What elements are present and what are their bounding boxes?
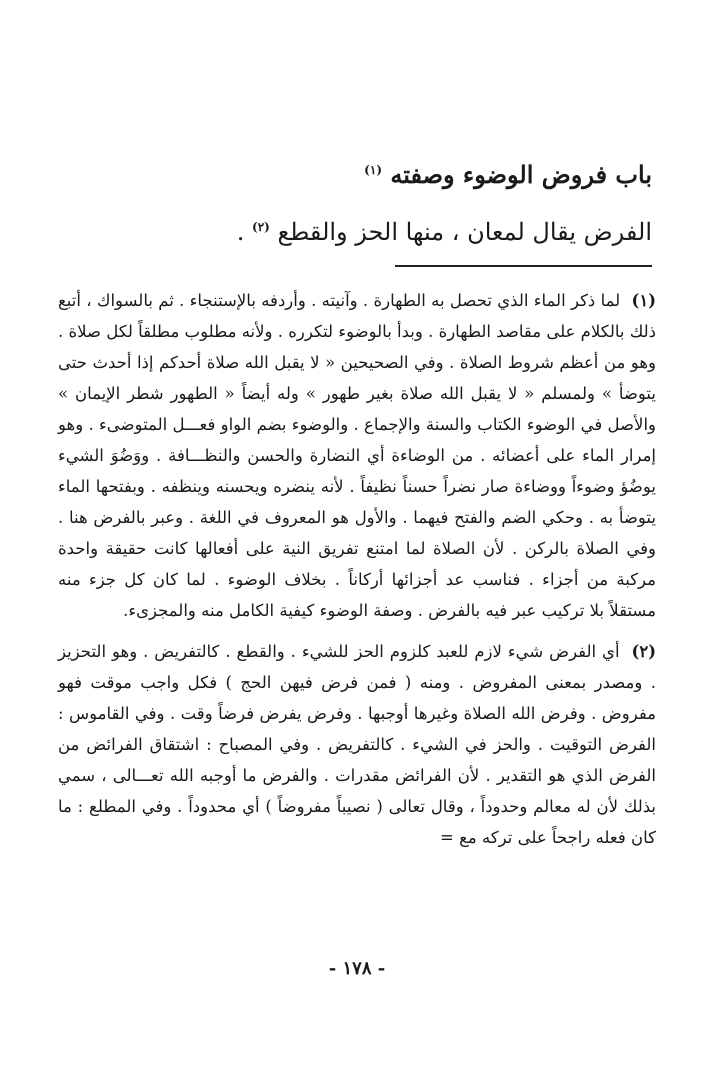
chapter-intro-text: الفرض يقال لمعان ، منها الحز والقطع: [277, 218, 652, 246]
chapter-intro-end: .: [236, 218, 245, 246]
footnotes-section: [58, 285, 656, 863]
footnote-marker: (٢): [631, 642, 656, 661]
chapter-title: [62, 150, 652, 195]
title-footnote-ref: (١): [364, 163, 382, 177]
chapter-intro: [62, 205, 652, 254]
page-number: - ١٧٨ -: [328, 958, 386, 979]
chapter-title-text: باب فروض الوضوء وصفته: [390, 160, 652, 189]
footnote-marker: (١): [631, 291, 656, 310]
footnote-1: [58, 285, 656, 626]
footnote-text: لما ذكر الماء الذي تحصل به الطهارة . وآنيته . وأردفه بالإستنجاء . ثم بالسواك ، أتبع ذلك بالكلام على مقاصد الطهارة . وبدأ بالوضوء لتكرره . ولأنه مطلوب مطلقاً لكل صلاة . وهو من أعظم شروط الصلاة . وفي الصحيحين « لا يقبل الله صلاة أحدكم إذا أحدث حتى يتوضأ » ولمسلم « لا يقبل الله صلاة بغير طهور » وله أيضاً « الطهور شطر الإيمان » والأصل في الوضوء الكتاب والسنة والإجماع . والوضوء بضم الواو فعـــل المتوضىء . وهو إمرار الماء على أعضائه . من الوضاءة أي النضارة والحسن والنظـــافة . ووَضُوَ الشيء يوضُؤ وضوءاً ووضاءة صار نضراً حسناً نظيفاً . لأنه ينضره ويحسنه وينظفه . وبفتحها الماء يتوضأ به . وحكي الضم والفتح فيهما . والأول هو المعروف في اللغة . وعبر بالفرض هنا . وفي الصلاة بالركن . لأن الصلاة لما امتنع تفريق النية على أفعالها كانت حقيقة واحدة مركبة من أجزاء . فناسب عد أجزائها أركاناً . بخلاف الوضوء . لما كان كل جزء منه مستقلاً بلا تركيب عبر فيه بالفرض . وصفة الوضوء كيفية الكامل منه والمجزىء.: [57, 291, 656, 620]
footnote-separator: [395, 265, 652, 267]
intro-footnote-ref: (٢): [252, 220, 270, 234]
footnote-2: [58, 636, 656, 853]
footnote-text: أي الفرض شيء لازم للعبد كلزوم الحز للشيء . والقطع . كالتفريض . وهو التحزيز . ومصدر بمعنى المفروض . ومنه ( فمن فرض فيهن الحج ) فكل واجب موقت فهو مفروض . وفرض الله الصلاة وغيرها أوجبها . وفرض يفرض فرضاً وقت . وفي القاموس : الفرض التوقيت . والحز في الشيء . كالتفريض . وفي المصباح : اشتقاق الفرائض من الفرض الذي هو التقدير . لأن الفرائض مقدرات . والفرض ما أوجبه الله تعـــالى ، سمي بذلك لأن له معالم وحدوداً ، وقال تعالى ( نصيباً مفروضاً ) أي محدوداً . وفي المطلع : ما كان فعله راجحاً على تركه مع =: [58, 642, 656, 847]
